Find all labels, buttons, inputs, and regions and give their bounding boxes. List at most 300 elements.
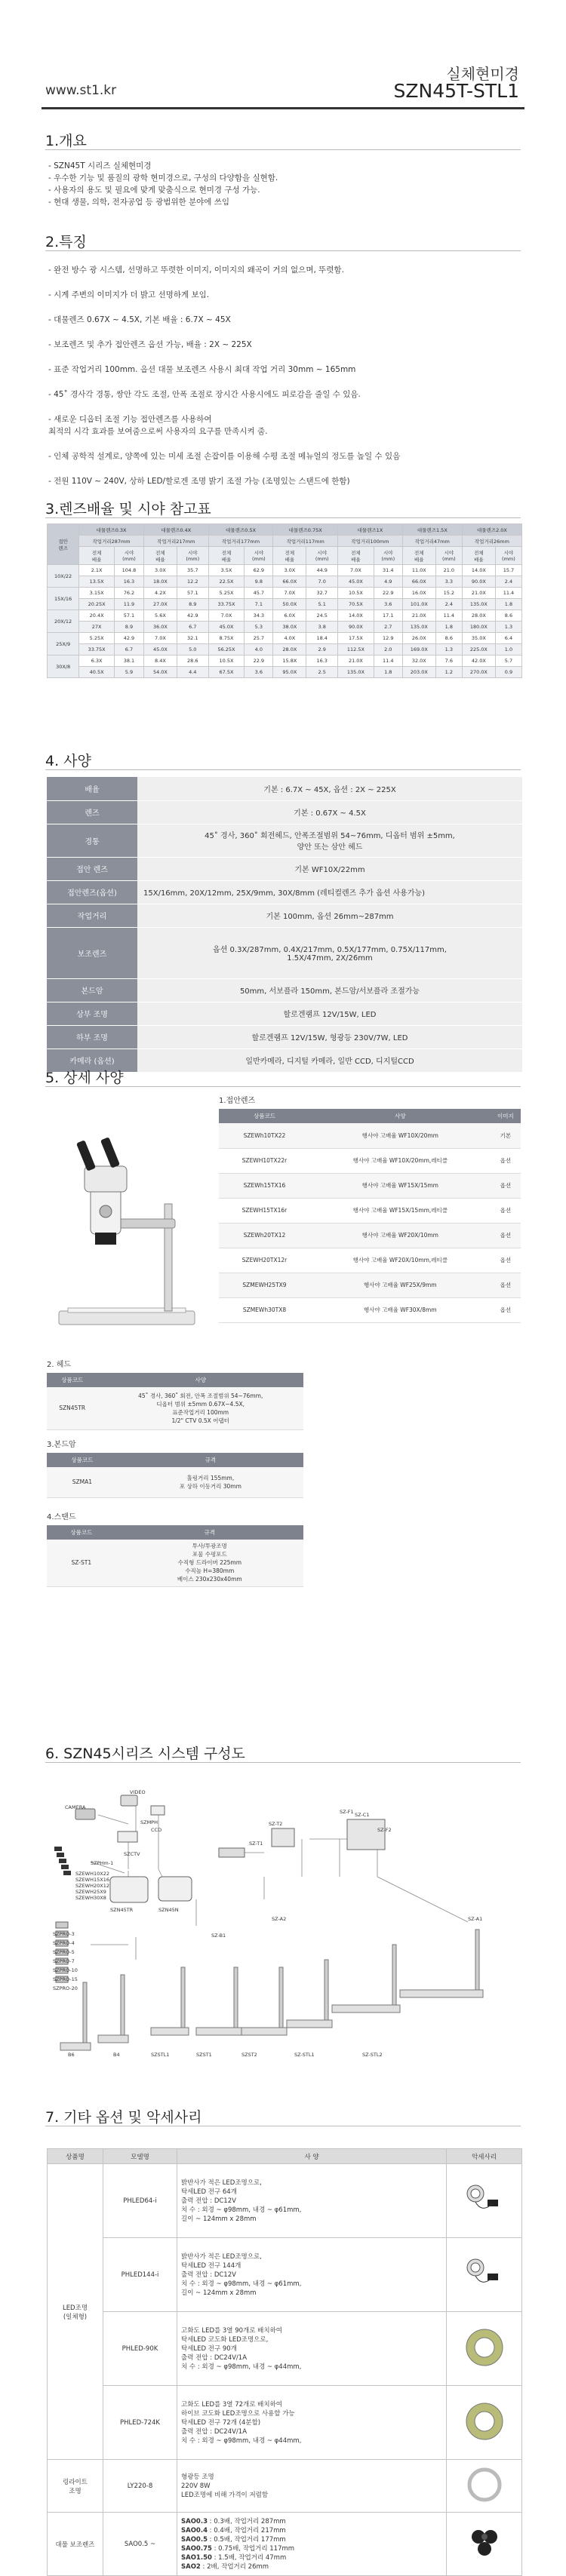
spec-line: 출력 전압 : DC12V — [181, 2271, 236, 2279]
spec-line: 고화도 LED를 3열 90개로 배치하여 — [181, 2326, 283, 2335]
spec-line: 출력 전압 : DC24V/1A — [181, 2353, 248, 2362]
table-cell: 15.8X — [273, 656, 306, 667]
table-cell: 2.4 — [435, 599, 462, 610]
adapter-shape — [219, 1848, 245, 1857]
table-cell: 5.1 — [306, 599, 338, 610]
lens-spec: : 0.4배, 작업거리 217mm — [207, 2526, 286, 2535]
section-divider — [45, 1086, 521, 1087]
phototube-shape — [118, 1831, 137, 1842]
table-cell: 9.8 — [245, 576, 273, 588]
table-cell: 3.3 — [435, 576, 462, 588]
working-distance-header: 작업거리100mm — [338, 536, 403, 547]
table-cell: 3.0X — [143, 565, 177, 576]
table-cell: SZEWh20TX12 — [219, 1223, 310, 1248]
spec-table — [47, 777, 522, 1073]
table-cell: 11.0X — [402, 565, 435, 576]
eyepiece-cell: 20X/12 — [48, 610, 79, 633]
spec-key: 카메라 (옵션) — [47, 1049, 137, 1072]
spec-line: 탁세LED 전구 90개 — [181, 2344, 237, 2353]
eyepiece-cell: 10X/22 — [48, 565, 79, 588]
table-cell: 33.75X — [208, 599, 245, 610]
column-header: 전체 배율 — [462, 547, 495, 565]
eyepiece-shape — [54, 1847, 62, 1851]
table-cell: 14.0X — [338, 610, 374, 622]
table-cell: 169.0X — [402, 644, 435, 656]
spec-row — [47, 880, 522, 904]
spec-line: 고화도 LED를 3열 72개로 배치하여 — [181, 2400, 283, 2409]
working-distance-header: 작업거리287mm — [79, 536, 144, 547]
model-cell: LY220-8 — [103, 2460, 177, 2513]
accessory-cell — [447, 2460, 522, 2513]
stand-base-shape — [196, 2028, 241, 2035]
table-cell: 18.4 — [306, 633, 338, 644]
table-cell: 행사야 고배율 WF30X/8mm — [310, 1297, 491, 1322]
table-cell: 5.9 — [115, 667, 144, 678]
list-item: - 우수한 기능 및 품질의 광학 현미경으로, 구성의 다양함을 실현함. — [48, 173, 278, 183]
table-cell: 15.7 — [495, 565, 521, 576]
table-row — [219, 1173, 521, 1198]
table-cell: 104.8 — [115, 565, 144, 576]
table-cell: 10.5X — [208, 656, 245, 667]
table-cell: 7.1 — [245, 599, 273, 610]
table-cell: 45.0X — [208, 622, 245, 633]
column-header: 시야 (mm) — [435, 547, 462, 565]
lens-spec: : 1.5배, 작업거리 47mm — [211, 2553, 287, 2562]
section-divider — [45, 517, 521, 518]
column-header: 시야 (mm) — [177, 547, 208, 565]
table-cell: 33.75X — [79, 644, 115, 656]
spec-line: 치 수 : 외경 ~ φ98mm, 내경 ~ φ61mm, — [181, 2206, 302, 2214]
table-cell: 7.0X — [143, 633, 177, 644]
table-cell: SZEWh15TX16 — [219, 1173, 310, 1198]
stand-pillar-shape — [83, 1982, 87, 2043]
spec-line: 출력 전압 : DC12V — [181, 2197, 236, 2205]
section-zoom-table-title: 3.렌즈배율 및 시야 참고표 — [45, 501, 211, 517]
table-cell: SZMEWh30TX8 — [219, 1297, 310, 1322]
table-cell: 1.2 — [435, 667, 462, 678]
table-cell: 135.0X — [402, 622, 435, 633]
list-item: - 표준 작업거리 100mm. 옵션 대물 보조렌즈 사용시 최대 작업 거리 30mm ~ 165mm — [48, 365, 356, 374]
accessory-cell — [447, 2164, 522, 2238]
stand-subtitle: 4.스탠드 — [47, 1513, 76, 1521]
working-distance-header: 작업거리26mm — [462, 536, 521, 547]
eyepiece-table — [219, 1109, 521, 1323]
table-cell: 8.9 — [177, 599, 208, 610]
aux-lens-header: 대물렌즈2.0X — [462, 524, 521, 536]
table-cell: 2.7 — [374, 622, 402, 633]
option-row — [48, 2164, 522, 2238]
table-cell: 22.9 — [245, 656, 273, 667]
list-item: - SZN45T 시리즈 실체현미경 — [48, 161, 152, 170]
lens-code: SAO0.4 — [181, 2526, 208, 2535]
spec-value: 기본 100mm, 옵션 26mm~287mm — [137, 904, 522, 927]
spec-value: 15X/16mm, 20X/12mm, 25X/9mm, 30X/8mm (레티컬렌즈 추가 옵션 사용가능) — [137, 880, 522, 904]
table-cell: 6.4 — [495, 633, 521, 644]
table-cell: 40.5X — [79, 667, 115, 678]
table-cell: 24.5 — [306, 610, 338, 622]
spec-row — [47, 857, 522, 880]
table-cell: 3.15X — [79, 588, 115, 599]
video-camera-shape — [121, 1795, 137, 1806]
table-cell: 7.0X — [273, 588, 306, 599]
table-cell: 11.4 — [435, 610, 462, 622]
table-cell: 135.0X — [462, 599, 495, 610]
accessory-cell — [447, 2312, 522, 2386]
table-cell: 45˚ 경사, 360˚ 회전, 안폭 조절범위 54~76mm, 디옵터 범위 ±5mm 0.67X~4.5X, 표준작업거리 100mm 1/2" CTV 0.5X 어댑터 — [97, 1387, 303, 1429]
column-header: 전체 배율 — [273, 547, 306, 565]
table-header: 규격 — [116, 1525, 303, 1540]
column-header: 시야 (mm) — [374, 547, 402, 565]
table-cell: 4.9 — [374, 576, 402, 588]
table-cell: 4.0 — [245, 644, 273, 656]
spec-line — [181, 2544, 442, 2553]
table-cell: 8.4X — [143, 656, 177, 667]
spec-cell — [177, 2386, 447, 2460]
diagram-label: SZMPH — [140, 1819, 158, 1825]
model-cell: PHLED-90K — [103, 2312, 177, 2386]
eyepiece-cell: 25X/9 — [48, 633, 79, 656]
spec-key: 접안 렌즈 — [47, 857, 137, 880]
table-cell: 3.5X — [208, 565, 245, 576]
lens-spec: : 0.5배, 작업거리 177mm — [207, 2535, 286, 2544]
spec-line — [181, 2562, 442, 2571]
overview-list — [48, 160, 524, 208]
section-system-title: 6. SZN45시리즈 시스템 구성도 — [45, 1745, 245, 1762]
table-row — [219, 1248, 521, 1273]
table-cell: 17.1 — [374, 610, 402, 622]
table-cell: 6.3X — [79, 656, 115, 667]
table-header: 상품코드 — [219, 1109, 310, 1123]
table-header: 규격 — [118, 1453, 303, 1467]
table-cell: 45.0X — [338, 576, 374, 588]
connector-line — [98, 1815, 128, 1824]
diagram-label: SZSTL1 — [151, 2052, 170, 2058]
magnification-table — [47, 523, 522, 678]
spec-cell — [177, 2460, 447, 2513]
model-cell: PHLED-724K — [103, 2386, 177, 2460]
spec-line: 탁세LED 전구 64개 — [181, 2188, 237, 2196]
spec-value: 기본 WF10X/22mm — [137, 857, 522, 880]
table-cell: 15.2 — [435, 588, 462, 599]
table-cell: 7.0X — [338, 565, 374, 576]
aux-lens-header: 대물렌즈1.5X — [402, 524, 462, 536]
spec-line: 치 수 : 외경 ~ φ98mm, 내경 ~ φ44mm, — [181, 2436, 302, 2445]
lens-code: SAO0.5 — [181, 2535, 208, 2544]
aux-lens-header: 대물렌즈1X — [338, 524, 403, 536]
spec-value: 옵션 0.3X/287mm, 0.4X/217mm, 0.5X/177mm, 0.75X/117mm, 1.5X/47mm, 2X/26mm — [137, 927, 522, 978]
diagram-label: SZST2 — [241, 2052, 257, 2058]
lens-spec: : 0.3배, 작업거리 287mm — [207, 2517, 286, 2525]
table-cell: 행사야 고배율 WF20X/10mm — [310, 1223, 491, 1248]
table-cell: 27X — [79, 622, 115, 633]
spec-line — [181, 2553, 442, 2562]
lens-code: SAO0.75 — [181, 2544, 212, 2553]
arm-shape — [347, 1819, 385, 1850]
bond-arm-table — [47, 1453, 303, 1498]
diagram-label: SZ-T1 — [249, 1841, 263, 1847]
table-cell: 행사야 고배율 WF20X/10mm,레티클 — [310, 1248, 491, 1273]
table-cell: 8.75X — [208, 633, 245, 644]
column-header: 전체 배율 — [143, 547, 177, 565]
table-row — [47, 1387, 303, 1429]
table-row — [219, 1148, 521, 1173]
column-header: 시야 (mm) — [495, 547, 521, 565]
table-cell: 6.7 — [115, 644, 144, 656]
table-row — [47, 1467, 303, 1497]
table-cell: 35.7 — [177, 565, 208, 576]
column-header: 전체 배율 — [208, 547, 245, 565]
spec-cell — [177, 2513, 447, 2576]
list-item: - 대물렌즈 0.67X ~ 4.5X, 기본 배율 : 6.7X ~ 45X — [48, 315, 231, 324]
table-cell: 21.0X — [462, 588, 495, 599]
product-group-cell: LED조명 (일체형) — [48, 2164, 103, 2460]
table-cell: 3.8 — [306, 622, 338, 633]
diagram-label: SZEWH25X9 — [75, 1889, 106, 1895]
table-cell: 7.0 — [306, 576, 338, 588]
list-item: - 현대 생물, 의학, 전자공업 등 광범위한 분야에 쓰임 — [48, 198, 230, 207]
table-cell: SZMEWH25TX9 — [219, 1273, 310, 1297]
stand-base-shape — [400, 1990, 483, 1997]
table-cell: 옵션 — [491, 1273, 521, 1297]
stand-base-shape — [151, 2028, 189, 2035]
spec-line: LED조명에 비해 가격이 저렴함 — [181, 2491, 269, 2499]
table-cell: SZEWH20TX12r — [219, 1248, 310, 1273]
stand-pillar-shape — [121, 1975, 125, 2035]
spec-line: 220V 8W — [181, 2482, 211, 2490]
table-cell: 행사야 고배율 WF10X/20mm — [310, 1123, 491, 1148]
diagram-label: SZEWH10X22 — [75, 1871, 109, 1877]
diagram-label: SZPRO-7 — [53, 1958, 75, 1964]
table-cell: 옵션 — [491, 1198, 521, 1223]
column-header: 시야 (mm) — [245, 547, 273, 565]
site-url[interactable]: www.st1.kr — [45, 83, 117, 98]
table-cell: 57.1 — [177, 588, 208, 599]
eyepiece-shape — [63, 1871, 71, 1875]
spec-row — [47, 1025, 522, 1049]
table-cell: 1.8 — [435, 622, 462, 633]
spec-value: 일반카메라, 디지털 카메라, 일반 CCD, 디지털CCD — [137, 1049, 522, 1072]
corner-header: 접안 렌즈 — [48, 524, 79, 565]
table-cell: 8.6 — [495, 610, 521, 622]
table-header: 이미지 — [491, 1109, 521, 1123]
table-cell: 8.6 — [435, 633, 462, 644]
table-header: 악세사리 — [447, 2149, 522, 2164]
list-item: - 보조렌즈 및 추가 접안렌즈 옵션 가능, 배율 : 2X ~ 225X — [48, 340, 252, 349]
diagram-label: SZ-C1 — [355, 1812, 370, 1818]
spec-cell — [177, 2164, 447, 2238]
section-divider — [45, 250, 521, 251]
column-header: 시야 (mm) — [306, 547, 338, 565]
table-cell: 옵션 — [491, 1148, 521, 1173]
table-header: 상품코드 — [47, 1453, 118, 1467]
table-cell: 5.7 — [495, 656, 521, 667]
section-options-title: 7. 기타 옵션 및 악세사리 — [45, 2109, 202, 2126]
table-cell: 7.6 — [435, 656, 462, 667]
table-cell: 57.1 — [115, 610, 144, 622]
accessory-image — [462, 2462, 507, 2507]
accessory-image — [462, 2399, 507, 2444]
stand-base-shape — [332, 2005, 400, 2013]
diagram-label: SZN45TR — [110, 1907, 134, 1913]
diagram-label: SZPHm-1 — [91, 1860, 114, 1866]
spec-line: 길이 ~ 124mm x 28mm — [181, 2215, 257, 2223]
table-cell: 135.0X — [338, 667, 374, 678]
table-cell: 112.5X — [338, 644, 374, 656]
table-cell: 56.25X — [208, 644, 245, 656]
table-cell: 20.4X — [79, 610, 115, 622]
diagram-label: SZ-A2 — [272, 1916, 287, 1922]
features-list — [48, 264, 524, 500]
stand-pillar-shape — [325, 1960, 328, 2020]
spec-value: 45˚ 경사, 360˚ 회전헤드, 안폭조절범위 54~76mm, 디옵터 범위 ±5mm, 양안 또는 삼안 헤드 — [137, 824, 522, 857]
table-cell: 4.0X — [273, 633, 306, 644]
table-cell: 95.0X — [273, 667, 306, 678]
table-cell: 행사야 고배율 WF15X/15mm — [310, 1173, 491, 1198]
spec-key: 배율 — [47, 777, 137, 800]
spec-cell — [177, 2238, 447, 2312]
table-cell: 22.9 — [374, 588, 402, 599]
spec-line — [181, 2535, 442, 2544]
table-cell: 90.0X — [462, 576, 495, 588]
table-cell: 5.0 — [177, 644, 208, 656]
spec-value: 할로겐램프 12V/15W, LED — [137, 1002, 522, 1025]
objective-shape — [56, 1922, 68, 1928]
diagram-label: SZ-F2 — [377, 1827, 392, 1833]
table-header: 상품코드 — [47, 1525, 116, 1540]
table-cell: 5.25X — [79, 633, 115, 644]
section-divider — [45, 149, 521, 150]
spec-row — [47, 927, 522, 978]
table-cell: 36.0X — [143, 622, 177, 633]
product-name-cell: 링라이트 조명 — [48, 2460, 103, 2513]
eyepiece-shape — [57, 1853, 64, 1857]
options-table — [47, 2148, 522, 2576]
accessory-image — [462, 2520, 507, 2565]
lens-code: SAO0.3 — [181, 2517, 208, 2525]
table-cell: 10.5X — [338, 588, 374, 599]
table-cell: 1.3 — [435, 644, 462, 656]
section-divider — [45, 769, 521, 770]
table-cell: 32.7 — [306, 588, 338, 599]
connector-line — [377, 1877, 468, 1922]
table-cell: 54.0X — [143, 667, 177, 678]
table-cell: 2.4 — [495, 576, 521, 588]
list-item: - 새로운 디옵터 조절 기능 접안렌즈를 사용하여 최적의 시각 효과를 보여줌으로써 사용자의 요구를 만족시켜 줌. — [48, 415, 268, 436]
product-model: SZN45T-STL1 — [393, 80, 519, 102]
spec-line: 탁세LED 코도화 LED조명으로, — [181, 2335, 269, 2344]
spec-row — [47, 1002, 522, 1025]
microscope-image — [51, 1113, 202, 1340]
table-cell: 2.5 — [306, 667, 338, 678]
aux-lens-header: 대물렌즈0.4X — [143, 524, 208, 536]
table-cell: 14.0X — [462, 565, 495, 576]
table-cell: 5.3 — [245, 622, 273, 633]
table-header: 모델명 — [103, 2149, 177, 2164]
stand-base-shape — [60, 2043, 91, 2050]
table-cell: 0.9 — [495, 667, 521, 678]
diagram-label: SZPRO-5 — [53, 1949, 75, 1955]
spec-line: 길이 ~ 124mm x 28mm — [181, 2289, 257, 2297]
diagram-label: SZN45N — [158, 1907, 179, 1913]
focus-block-shape — [272, 1828, 294, 1847]
aux-lens-header: 대물렌즈0.3X — [79, 524, 144, 536]
table-cell: 11.4 — [374, 656, 402, 667]
table-header: 상품명 — [48, 2149, 103, 2164]
eyepiece-subtitle: 1.접안렌즈 — [219, 1097, 256, 1105]
option-row — [48, 2460, 522, 2513]
table-header: 사양 — [310, 1109, 491, 1123]
table-cell: 11.9 — [115, 599, 144, 610]
spec-row — [47, 777, 522, 800]
spec-key: 본드암 — [47, 978, 137, 1002]
system-diagram — [45, 1786, 521, 2065]
diagram-label: SZEWH30X8 — [75, 1895, 106, 1901]
table-cell: SZ-ST1 — [47, 1540, 116, 1586]
table-cell: 11.4 — [495, 588, 521, 599]
diagram-label: SZPRO-10 — [53, 1967, 78, 1973]
table-cell: 21.0 — [435, 565, 462, 576]
table-cell: 38.1 — [115, 656, 144, 667]
table-cell: 홀링거리 155mm, 포 상하 이동거리 30mm — [118, 1467, 303, 1497]
product-name-cell: 대물 보조렌즈 — [48, 2513, 103, 2576]
spec-key: 상부 조명 — [47, 1002, 137, 1025]
table-cell: 225.0X — [462, 644, 495, 656]
stand-pillar-shape — [234, 1967, 238, 2028]
spec-line: 밝반사가 적은 LED조명으로, — [181, 2178, 262, 2187]
option-row — [48, 2312, 522, 2386]
list-item: - 시계 주변의 이미지가 더 밝고 선명하게 보임. — [48, 290, 210, 299]
table-cell: 101.0X — [402, 599, 435, 610]
table-cell: 5.6X — [143, 610, 177, 622]
table-cell: SZEWH15TX16r — [219, 1198, 310, 1223]
stand-pillar-shape — [181, 1967, 185, 2028]
table-cell: 90.0X — [338, 622, 374, 633]
table-cell: 기본 — [491, 1123, 521, 1148]
accessory-cell — [447, 2238, 522, 2312]
table-cell: 옵션 — [491, 1248, 521, 1273]
table-cell: 2.9 — [306, 644, 338, 656]
spec-row — [47, 978, 522, 1002]
column-header: 시야 (mm) — [115, 547, 144, 565]
table-cell: 20.25X — [79, 599, 115, 610]
spec-key: 경통 — [47, 824, 137, 857]
list-item: - 사용자의 용도 및 필요에 맞게 맞춤식으로 현미경 구성 가능. — [48, 186, 260, 195]
spec-line: 치 수 : 외경 ~ φ98mm, 내경 ~ φ44mm, — [181, 2363, 302, 2371]
table-row — [47, 1540, 303, 1586]
section-overview-title: 1.개요 — [45, 133, 87, 149]
table-cell: 16.0X — [402, 588, 435, 599]
table-cell: 4.2X — [143, 588, 177, 599]
table-cell: 70.5X — [338, 599, 374, 610]
bond-arm-subtitle: 3.본드암 — [47, 1441, 76, 1449]
table-cell: 3.6 — [245, 667, 273, 678]
diagram-label: SZ-STL1 — [294, 2052, 315, 2058]
table-cell: 행사야 고배율 WF15X/15mm,레티클 — [310, 1198, 491, 1223]
section-features-title: 2.특징 — [45, 234, 87, 250]
page-header — [0, 0, 566, 113]
stand-pillar-shape — [279, 1967, 283, 2028]
stand-base-shape — [98, 2035, 128, 2043]
column-header: 전체 배율 — [402, 547, 435, 565]
diagram-label: CAMERA — [65, 1804, 86, 1810]
option-row — [48, 2386, 522, 2460]
diagram-label: SZPRO-3 — [53, 1931, 75, 1937]
binocular-head-shape — [158, 1877, 192, 1901]
table-cell: 50.0X — [273, 599, 306, 610]
spec-row — [47, 824, 522, 857]
table-cell: SZEWh10TX22 — [219, 1123, 310, 1148]
diagram-label: SZ-A1 — [468, 1916, 483, 1922]
